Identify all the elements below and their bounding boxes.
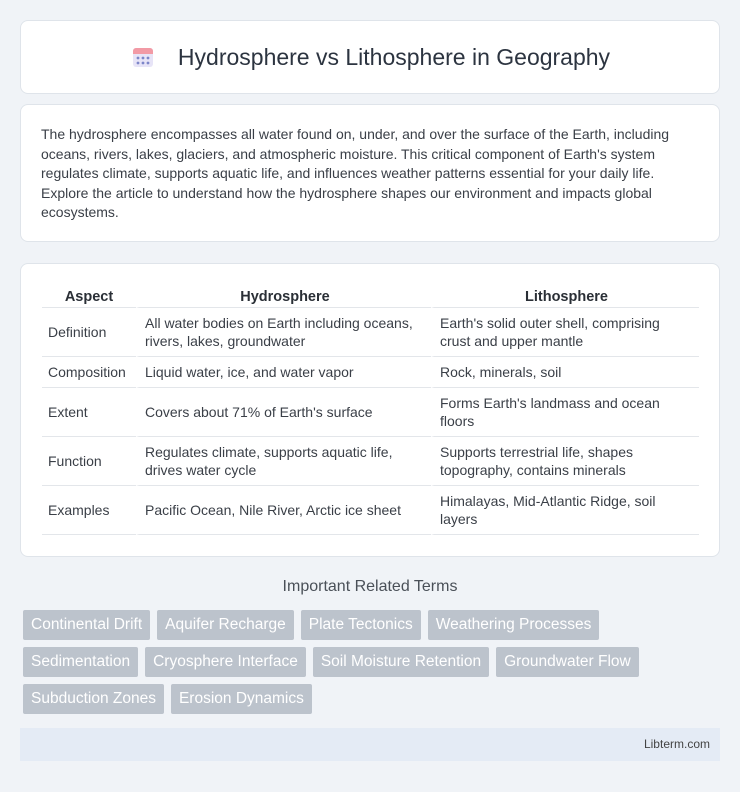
table-cell: Composition xyxy=(42,357,136,388)
tag-cryosphere-interface[interactable]: Cryosphere Interface xyxy=(145,647,306,677)
tag-sedimentation[interactable]: Sedimentation xyxy=(23,647,138,677)
tag-plate-tectonics[interactable]: Plate Tectonics xyxy=(301,610,421,640)
table-cell: All water bodies on Earth including oceans, rivers, lakes, groundwater xyxy=(136,308,431,357)
footer xyxy=(20,728,720,761)
tag-subduction-zones[interactable]: Subduction Zones xyxy=(23,684,164,714)
header-aspect: Aspect xyxy=(42,284,136,308)
tag-erosion-dynamics[interactable]: Erosion Dynamics xyxy=(171,684,312,714)
table-cell: Covers about 71% of Earth's surface xyxy=(136,388,431,437)
table-cell: Extent xyxy=(42,388,136,437)
tag-continental-drift[interactable]: Continental Drift xyxy=(23,610,150,640)
table-cell: Forms Earth's landmass and ocean floors xyxy=(431,388,699,437)
related-terms-list xyxy=(23,610,723,721)
intro-card xyxy=(20,104,720,242)
tag-soil-moisture-retention[interactable]: Soil Moisture Retention xyxy=(313,647,489,677)
tag-row xyxy=(23,610,723,640)
table-row xyxy=(42,486,699,535)
table-cell: Function xyxy=(42,437,136,486)
table-header-row xyxy=(42,284,699,308)
header-hydrosphere: Hydrosphere xyxy=(136,284,431,308)
tag-row xyxy=(23,684,723,714)
table-cell: Rock, minerals, soil xyxy=(431,357,699,388)
comparison-table xyxy=(42,284,699,535)
table-cell: Himalayas, Mid-Atlantic Ridge, soil layers xyxy=(431,486,699,535)
table-row xyxy=(42,357,699,388)
table-cell: Examples xyxy=(42,486,136,535)
table-cell: Earth's solid outer shell, comprising crust and upper mantle xyxy=(431,308,699,357)
table-cell: Pacific Ocean, Nile River, Arctic ice sheet xyxy=(136,486,431,535)
tag-weathering-processes[interactable]: Weathering Processes xyxy=(428,610,600,640)
table-cell: Liquid water, ice, and water vapor xyxy=(136,357,431,388)
header-lithosphere: Lithosphere xyxy=(431,284,699,308)
table-row xyxy=(42,388,699,437)
footer-site-link[interactable]: Libterm.com xyxy=(643,737,710,751)
table-cell: Definition xyxy=(42,308,136,357)
intro-paragraph: The hydrosphere encompasses all water found on, under, and over the surface of the Earth, including oceans, rivers, lakes, glaciers, and atmospheric moisture. This critical component of Earth's system regulates climate, supports aquatic life, and influences weather patterns essential for your daily life. Explore the article to understand how the hydrosphere shapes our environment and impacts global ecosystems. xyxy=(41,126,670,221)
table-cell: Regulates climate, supports aquatic life, drives water cycle xyxy=(136,437,431,486)
tag-aquifer-recharge[interactable]: Aquifer Recharge xyxy=(157,610,294,640)
page-title: Hydrosphere vs Lithosphere in Geography xyxy=(177,43,611,70)
table-row xyxy=(42,437,699,486)
table-cell: Supports terrestrial life, shapes topography, contains minerals xyxy=(431,437,699,486)
table-row xyxy=(42,308,699,357)
tag-groundwater-flow[interactable]: Groundwater Flow xyxy=(496,647,639,677)
calendar-grid-icon xyxy=(130,44,156,70)
title-card xyxy=(20,20,720,94)
tag-row xyxy=(23,647,723,677)
comparison-card xyxy=(20,263,720,557)
related-terms-heading: Important Related Terms xyxy=(282,578,458,595)
